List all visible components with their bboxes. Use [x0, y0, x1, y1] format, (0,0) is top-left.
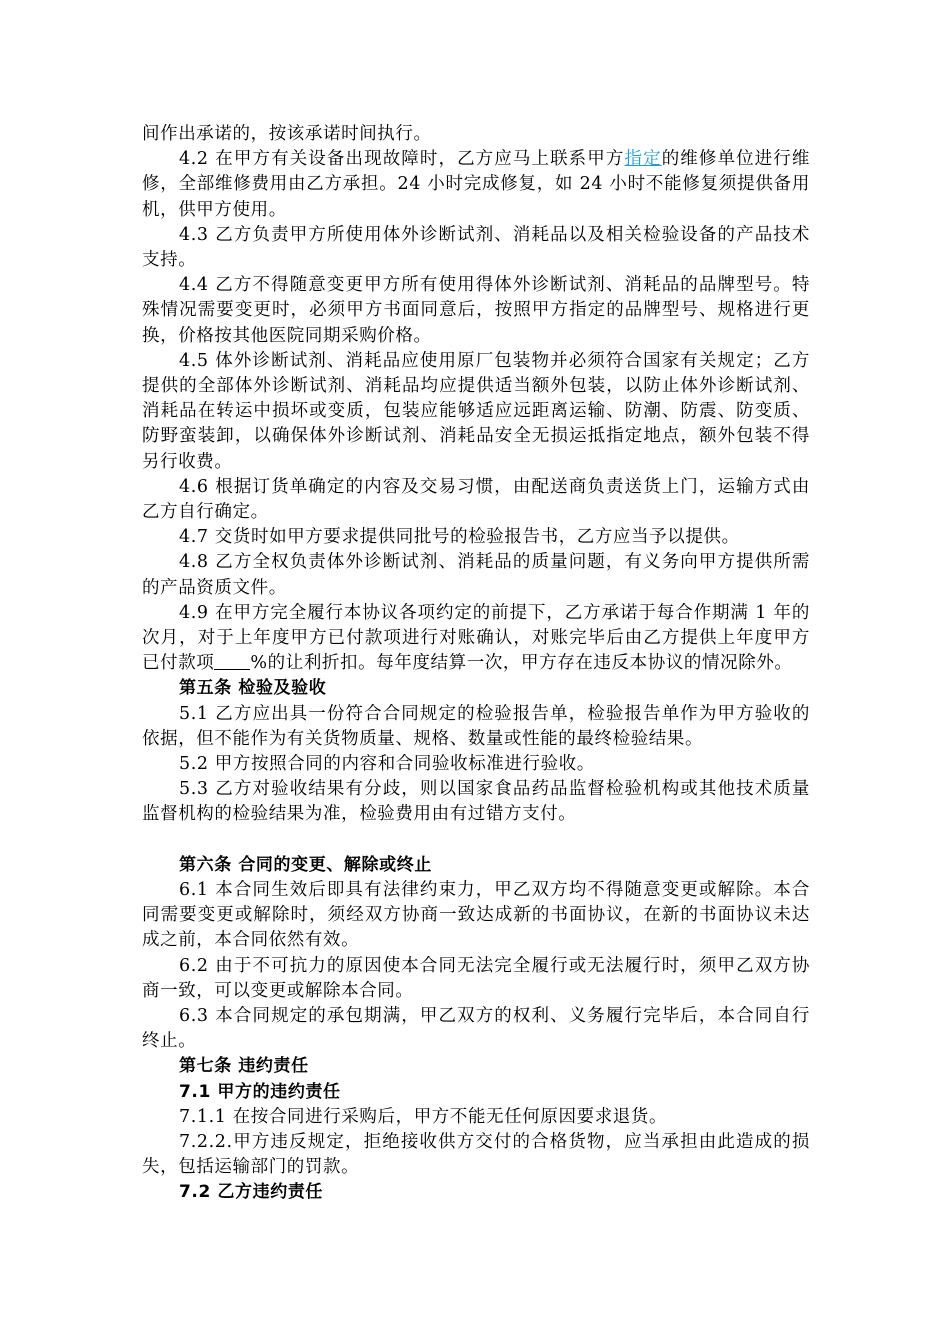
paragraph-4-2: [142, 147, 810, 223]
paragraph-7-1-1: 7.1.1 在按合同进行采购后，甲方不能无任何原因要求退货。: [179, 1106, 668, 1127]
heading-article-6: 第六条 合同的变更、解除或终止: [179, 854, 432, 875]
heading-article-5: 第五条 检验及验收: [179, 678, 327, 699]
paragraph-6-1: 6.1 本合同生效后即具有法律约束力，甲乙双方均不得随意变更或解除。本合同需要变更或解除时，须经双方协商一致达成新的书面协议，在新的书面协议未达成之前，本合同依然有效。: [142, 879, 810, 951]
paragraph-7-2-2: 7.2.2.甲方违反规定，拒绝接收供方交付的合格货物，应当承担由此造成的损失，包括运输部门的罚款。: [142, 1131, 810, 1178]
paragraph-5-3: 5.3 乙方对验收结果有分歧，则以国家食品药品监督检验机构或其他技术质量监督机构的检验结果为准，检验费用由有过错方支付。: [142, 779, 810, 825]
paragraph-4-6: 4.6 根据订货单确定的内容及交易习惯，由配送商负责送货上门，运输方式由乙方自行确定。: [142, 476, 810, 523]
paragraph-4-4: 4.4 乙方不得随意变更甲方所有使用得体外诊断试剂、消耗品的品牌型号。特殊情况需要变更时，必须甲方书面同意后，按照甲方指定的品牌型号、规格进行更换，价格按其他医院同期采购价格。: [142, 275, 810, 346]
paragraph-4-5: 4.5 体外诊断试剂、消耗品应使用原厂包装物并必须符合国家有关规定；乙方提供的全部体外诊断试剂、消耗品均应提供适当额外包装，以防止体外诊断试剂、消耗品在转运中损坏或变质，包装应能够适应远距离运输、防潮、防震、防变质、防野蛮装卸，以确保体外诊断试剂、消耗品安全无损运抵指定地点，额外包装不得另行收费。: [142, 350, 810, 472]
paragraph-4-9: [142, 601, 810, 677]
paragraph-5-2: 5.2 甲方按照合同的内容和合同验收标准进行验收。: [179, 754, 595, 775]
discount-blank-line: [214, 651, 250, 670]
heading-article-7: 第七条 违约责任: [179, 1056, 309, 1077]
document-page: [142, 122, 810, 1206]
paragraph-5-1: 5.1 乙方应出具一份符合合同规定的检验报告单，检验报告单作为甲方验收的依据，但不能作为有关货物质量、规格、数量或性能的最终检验结果。: [142, 703, 810, 749]
heading-7-1: 7.1 甲方的违约责任: [179, 1081, 341, 1102]
paragraph-4-3: 4.3 乙方负责甲方所使用体外诊断试剂、消耗品以及相关检验设备的产品技术支持。: [142, 224, 810, 271]
paragraph-6-3: 6.3 本合同规定的承包期满，甲乙双方的权利、义务履行完毕后，本合同自行终止。: [142, 1005, 810, 1052]
paragraph-4-2-text-b: 的维修单位进行维修，全部维修费用由乙方承担。24 小时完成修复，如 24 小时不能修复须提供备用机，供甲方使用。: [142, 149, 810, 220]
paragraph-4-1-tail: 间作出承诺的，按该承诺时间执行。: [142, 124, 432, 144]
paragraph-6-2: 6.2 由于不可抗力的原因使本合同无法完全履行或无法履行时，须甲乙双方协商一致，可以变更或解除本合同。: [142, 955, 810, 1001]
paragraph-4-2-text-a: 4.2 在甲方有关设备出现故障时，乙方应马上联系甲方: [179, 149, 625, 170]
paragraph-4-9-text-b: %的让利折扣。每年度结算一次，甲方存在违反本协议的情况除外。: [250, 653, 793, 674]
paragraph-4-8: 4.8 乙方全权负责体外诊断试剂、消耗品的质量问题，有义务向甲方提供所需的产品资质文件。: [142, 552, 810, 598]
blank-line: [142, 828, 810, 853]
paragraph-4-9-text-a: 4.9 在甲方完全履行本协议各项约定的前提下，乙方承诺于每合作期满 1 年的次月，对于上年度甲方已付款项进行对账确认，对账完毕后由乙方提供上年度甲方已付款项: [142, 602, 810, 674]
heading-7-2: 7.2 乙方违约责任: [179, 1182, 324, 1203]
designated-link[interactable]: 指定: [624, 149, 662, 170]
paragraph-4-7: 4.7 交货时如甲方要求提供同批号的检验报告书，乙方应当予以提供。: [179, 527, 740, 548]
